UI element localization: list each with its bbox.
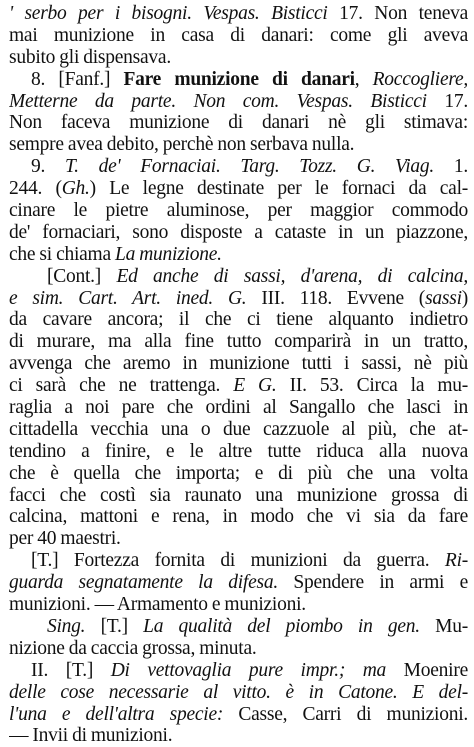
text-line <box>9 660 468 682</box>
text-run: La munizione. <box>115 243 222 265</box>
text-line <box>9 244 468 266</box>
text-run: Moenire <box>386 659 468 681</box>
text-line <box>9 463 468 485</box>
text-line <box>9 288 468 310</box>
text-line <box>9 397 468 419</box>
text-run: di murare, ma alla fine tutto comparirà in un tratto, <box>9 331 468 353</box>
text-line <box>9 69 468 91</box>
text-run: Mu- <box>419 615 468 637</box>
text-line <box>9 47 468 69</box>
text-run: calcina, mattoni e rena, in modo che vi sia da fare <box>9 506 468 528</box>
text-run: II. 53. Circa la mu- <box>276 375 468 397</box>
text-run: per 40 maestri. <box>9 528 121 550</box>
text-run: avvenga che aremo in munizione tutti i sassi, nè più <box>9 353 468 375</box>
text-run: [Cont.] <box>47 265 117 287</box>
text-run: da cavare ancora; il che ci tiene alquanto indietro <box>9 309 468 331</box>
text-line <box>9 704 468 726</box>
text-run: l'una e dell'altra specie: <box>9 703 224 725</box>
text-run: tendino a finire, e le altre tutte riduca alla nuova <box>9 440 468 462</box>
text-line <box>9 353 468 375</box>
text-run: Di vettovaglia pure impr.; ma <box>110 659 387 681</box>
text-run: Sing. <box>47 615 86 637</box>
text-run: , <box>354 68 373 90</box>
text-line <box>9 616 468 638</box>
text-line <box>9 156 468 178</box>
text-run: ) Le legne destinate per le fornaci da cal- <box>89 178 468 200</box>
text-line <box>9 309 468 331</box>
text-line <box>9 419 468 441</box>
text-line <box>9 725 468 747</box>
text-run: II. [T.] <box>31 659 111 681</box>
text-run: 9. <box>31 156 65 178</box>
text-run: [T.] <box>85 615 144 637</box>
text-run: 8. [Fanf.] <box>31 68 124 90</box>
text-run: e sim. Cart. Art. ined. G. <box>9 287 247 309</box>
text-run: munizioni. — Armamento e munizioni. <box>9 594 306 616</box>
text-run: sempre avea debito, perchè non serbava nulla. <box>9 134 355 156</box>
text-run: 17. Non teneva <box>327 3 468 24</box>
text-run: che si chiama <box>9 243 115 265</box>
text-run: cinare le pietre aluminose, per maggior commodo <box>9 200 468 222</box>
text-run: — Invii di munizioni. <box>9 725 173 747</box>
text-run: 244. ( <box>9 178 62 200</box>
text-run: III. 118. Evvene ( <box>246 287 426 309</box>
text-line <box>9 550 468 572</box>
text-run: de' fornaciari, sono disposte a cataste in un piazzone, <box>9 221 468 243</box>
text-run: E G. <box>233 375 277 397</box>
text-run: delle cose necessarie al vitto. è in Catone. E del- <box>9 681 468 703</box>
text-run: Roccogliere, <box>372 68 468 90</box>
text-run: [T.] Fortezza fornita di munizioni da guerra. <box>31 550 445 572</box>
text-run: che è quella che importa; e di più che una volta <box>9 462 468 484</box>
text-run: Spendere in armi e <box>277 572 468 594</box>
text-run: Ri- <box>444 550 468 572</box>
text-run: T. de' Fornaciai. Targ. Tozz. G. Viag. <box>64 156 435 178</box>
text-line <box>9 200 468 222</box>
text-run: La qualità del piombo in gen. <box>143 615 420 637</box>
text-run: guarda segnatamente la difesa. <box>9 572 278 594</box>
text-line <box>9 134 468 156</box>
text-line <box>9 266 468 288</box>
text-run: cittadella vecchia una o due cazzuole al più, che at- <box>9 418 468 440</box>
text-run: 17. <box>426 90 468 112</box>
text-line <box>9 441 468 463</box>
text-line <box>9 594 468 616</box>
text-line <box>9 528 468 550</box>
text-line <box>9 112 468 134</box>
text-line <box>9 682 468 704</box>
text-run: subito gli dispensava. <box>9 46 171 68</box>
text-run: 1. <box>434 156 468 178</box>
text-line <box>9 91 468 113</box>
text-line <box>9 375 468 397</box>
text-line <box>9 25 468 47</box>
text-run: ' serbo per i bisogni. Vespas. Bisticci <box>9 3 328 24</box>
text-run: sassi <box>425 287 462 309</box>
text-line <box>9 178 468 200</box>
text-run: nizione da caccia grossa, minuta. <box>9 637 257 659</box>
text-run: Gh. <box>61 178 90 200</box>
text-run: ) <box>461 287 468 309</box>
text-run: Fare munizione di danari <box>123 68 355 90</box>
text-line <box>9 638 468 660</box>
text-line <box>9 3 468 25</box>
text-run: mai munizione in casa di danari: come gli aveva <box>9 24 468 46</box>
text-run: facci che costì sia raunato una munizione grossa di <box>9 484 468 506</box>
text-run: ci sarà che ne trattenga. <box>9 375 234 397</box>
text-run: raglia a noi pare che ordini al Sangallo che lasci in <box>9 397 468 419</box>
text-run: Metterne da parte. Non com. Vespas. Bisticci <box>9 90 427 112</box>
text-run: Ed anche di sassi, d'arena, di calcina, <box>116 265 468 287</box>
text-line <box>9 506 468 528</box>
text-line <box>9 222 468 244</box>
text-line <box>9 572 468 594</box>
text-line <box>9 331 468 353</box>
text-line <box>9 485 468 507</box>
text-run: Casse, Carri di munizioni. <box>223 703 468 725</box>
text-run: Non faceva munizione di danari nè gli stimava: <box>9 112 468 134</box>
